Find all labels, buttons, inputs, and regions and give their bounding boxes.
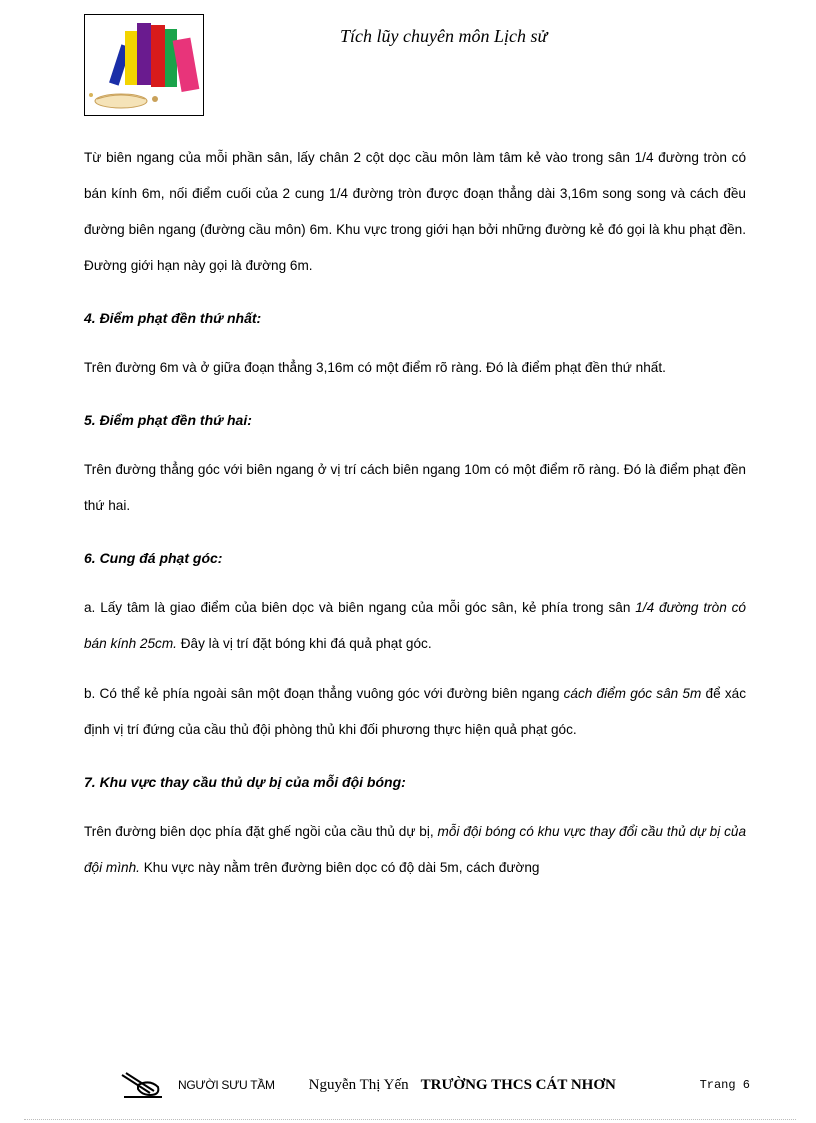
item-b-italic: cách điểm góc sân 5m (563, 686, 702, 701)
item-a-end: Đây là vị trí đặt bóng khi đá quả phạt góc. (176, 636, 432, 651)
item-a-italic: 1/4 đường tròn có bán kính 25cm. (84, 600, 746, 651)
item-b-end: để xác định vị trí đứng của cầu thủ đội phòng thủ khi đối phương thực hiện quả phạt góc. (84, 686, 746, 737)
page-bottom-divider (24, 1119, 796, 1120)
section-4-text: Trên đường 6m và ở giữa đoạn thẳng 3,16m có một điểm rõ ràng. Đó là điểm phạt đền thứ nhất. (84, 360, 666, 375)
section-7-plain: Trên đường biên dọc phía đặt ghế ngồi của cầu thủ dự bị, (84, 824, 438, 839)
collector-label: NGƯỜI SƯU TẦM (178, 1078, 275, 1092)
section-7-text (84, 814, 746, 886)
page-number: Trang 6 (699, 1078, 750, 1092)
intro-paragraph: Từ biên ngang của mỗi phần sân, lấy chân 2 cột dọc cầu môn làm tâm kẻ vào trong sân 1/4 đường tròn có bán kính 6m, nối điểm cuối của 2 cung 1/4 đường tròn được đoạn thẳng dài 3,16m song song và cách đều đường biên ngang (đường cầu môn) 6m. Khu vực trong giới hạn bởi những đường kẻ đó gọi là khu phạt đền. Đường giới hạn này gọi là đường 6m. (84, 150, 746, 273)
books-logo (84, 14, 204, 116)
item-a-text: a. Lấy tâm là giao điểm của biên dọc và biên ngang của mỗi góc sân, kẻ phía trong sân (84, 600, 636, 615)
section-5-heading: 5. Điểm phạt đền thứ hai: (84, 412, 252, 428)
section-5-text: Trên đường thẳng góc với biên ngang ở vị trí cách biên ngang 10m có một điểm rõ ràng. Đó là điểm phạt đền thứ hai. (84, 462, 746, 513)
section-6-item-a (84, 590, 746, 662)
section-7-italic: mỗi đội bóng có khu vực thay đổi cầu thủ dự bị của đội mình. (84, 824, 747, 875)
section-7-heading: 7. Khu vực thay cầu thủ dự bị của mỗi đội bóng: (84, 774, 406, 790)
section-7-end: Khu vực này nằm trên đường biên dọc có độ dài 5m, cách đường (139, 860, 540, 875)
page-header-title: Tích lũy chuyên môn Lịch sử (340, 26, 548, 46)
author-name: Nguyễn Thị Yến (308, 1076, 409, 1093)
page-footer (120, 1070, 750, 1100)
section-6-item-b (84, 676, 746, 748)
section-6-heading: 6. Cung đá phạt góc: (84, 550, 223, 566)
school-name: TRƯỜNG THCS CÁT NHƠN (420, 1076, 616, 1093)
books-illustration-icon (85, 15, 203, 115)
document-body (84, 140, 746, 886)
writing-hand-icon (120, 1071, 164, 1099)
section-4-heading: 4. Điểm phạt đền thứ nhất: (84, 310, 262, 326)
item-b-text: b. Có thể kẻ phía ngoài sân một đoạn thẳng vuông góc với đường biên ngang (84, 686, 564, 701)
